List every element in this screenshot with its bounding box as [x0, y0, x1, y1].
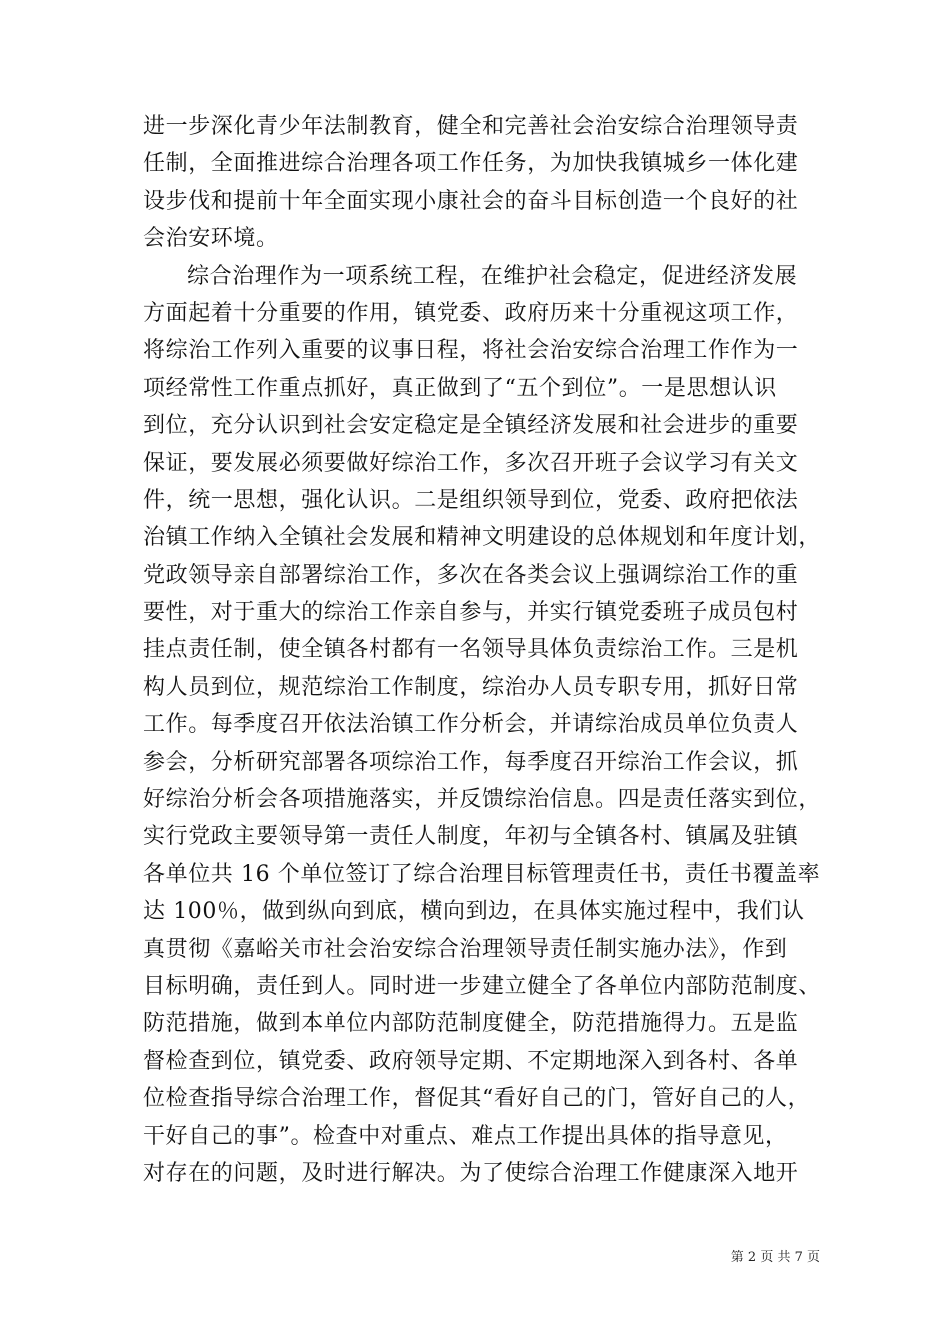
paragraph-first-line: 综合治理作为一项系统工程，在维护社会稳定，促进经济发展	[187, 263, 798, 289]
text-line: 保证，要发展必须要做好综治工作，多次召开班子会议学习有关文	[143, 450, 799, 476]
text-line: 防范措施，做到本单位内部防范制度健全，防范措施得力。五是监	[143, 1011, 799, 1037]
text-line: 挂点责任制，使全镇各村都有一名领导具体负责综治工作。三是机	[143, 637, 799, 663]
text-line: 达 100％，做到纵向到底，横向到边，在具体实施过程中，我们认	[143, 899, 805, 925]
text-line: 目标明确，责任到人。同时进一步建立健全了各单位内部防范制度、	[143, 973, 822, 999]
text-line: 实行党政主要领导第一责任人制度，年初与全镇各村、镇属及驻镇	[143, 824, 799, 850]
text-line: 位检查指导综合治理工作，督促其“看好自己的门，管好自己的人，	[143, 1086, 811, 1112]
text-line: 真贯彻《嘉峪关市社会治安综合治理领导责任制实施办法》，作到	[143, 936, 788, 962]
text-line: 会治安环境。	[143, 226, 279, 252]
text-line: 干好自己的事”。检查中对重点、难点工作提出具体的指导意见，	[143, 1123, 788, 1149]
text-line: 项经常性工作重点抓好，真正做到了“五个到位”。一是思想认识	[143, 375, 777, 401]
text-line: 方面起着十分重要的作用，镇党委、政府历来十分重视这项工作，	[143, 300, 799, 326]
text-line: 治镇工作纳入全镇社会发展和精神文明建设的总体规划和年度计划，	[143, 525, 822, 551]
page-number: 第 2 页 共 7 页	[730, 1250, 820, 1265]
text-line: 好综治分析会各项措施落实，并反馈综治信息。四是责任落实到位，	[143, 787, 822, 813]
text-line: 将综治工作列入重要的议事日程，将社会治安综合治理工作作为一	[143, 338, 799, 364]
text-line: 参会，分析研究部署各项综治工作，每季度召开综治工作会议，抓	[143, 749, 799, 775]
text-line: 督检查到位，镇党委、政府领导定期、不定期地深入到各村、各单	[143, 1048, 799, 1074]
text-line: 各单位共 16 个单位签订了综合治理目标管理责任书，责任书覆盖率	[143, 861, 821, 887]
document-body	[143, 108, 822, 1192]
text-line: 件，统一思想，强化认识。二是组织领导到位，党委、政府把依法	[143, 487, 799, 513]
text-line: 对存在的问题，及时进行解决。为了使综合治理工作健康深入地开	[143, 1160, 799, 1186]
text-line: 工作。每季度召开依法治镇工作分析会，并请综治成员单位负责人	[143, 712, 799, 738]
text-line: 党政领导亲自部署综治工作，多次在各类会议上强调综治工作的重	[143, 562, 799, 588]
text-line: 任制，全面推进综合治理各项工作任务，为加快我镇城乡一体化建	[143, 151, 799, 177]
text-line: 要性，对于重大的综治工作亲自参与，并实行镇党委班子成员包村	[143, 600, 799, 626]
text-line: 到位，充分认识到社会安定稳定是全镇经济发展和社会进步的重要	[143, 413, 799, 439]
text-line: 进一步深化青少年法制教育，健全和完善社会治安综合治理领导责	[143, 114, 799, 139]
text-line: 构人员到位，规范综治工作制度，综治办人员专职专用，抓好日常	[143, 674, 799, 700]
text-line: 设步伐和提前十年全面实现小康社会的奋斗目标创造一个良好的社	[143, 188, 799, 214]
